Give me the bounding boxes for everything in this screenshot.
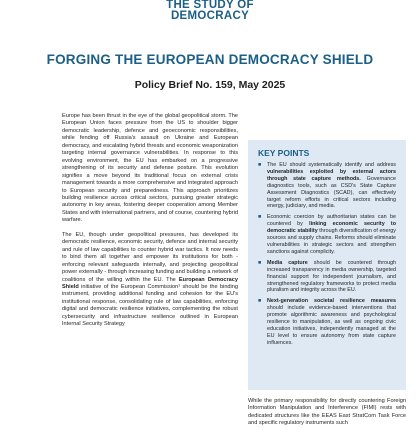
democracy-shield-term: European Democracy Shield — [62, 276, 239, 290]
logo-line-1: THE STUDY OF — [166, 0, 254, 11]
key-point-item: ■ Economic coercion by authoritarian states can be countered by linking economic security to democratic stability through diversification of energy sources and supply chains. Reforms should eliminate vulnerabilities in strategic sectors and strengthen sanctions against complicity. — [258, 214, 396, 255]
body-paragraph-1: Europe has been thrust in the eye of the global geopolitical storm. The European Union faces pressure from the US to shoulder bigger democratic leadership, defence and geoeconomic responsibilities, while fending off Russia's assault on Ukraine and European democracy, and escalating hybrid threats and economic weaponization targeting internal governance vulnerabilities. In response to this evolving environment, the EU has embarked on a progressive strengthening of its security and defense posture. This evolution signifies a move beyond its traditional focus on external crisis management towards a more comprehensive and integrated approach to European security and preparedness. This approach prioritizes building resilience across critical sectors, pursuing greater strategic autonomy in key areas, fostering deeper cooperation among Member States and with international partners, and of course, countering hybrid warfare. — [62, 113, 238, 224]
bullet-icon: ■ — [258, 162, 262, 168]
bullet-icon: ■ — [258, 298, 262, 305]
key-points-box — [248, 140, 406, 390]
logo-line-2: DEMOCRACY — [170, 10, 250, 22]
document-subtitle: Policy Brief No. 159, May 2025 — [134, 79, 286, 91]
key-points-list — [258, 162, 396, 347]
logo — [0, 0, 420, 22]
key-point-item: ■ Media capture should be countered through increased transparency in media ownership, targeted financial support for independent journalism, and strengthened regulatory frameworks to protect media pluralism and integrity across the EU. — [258, 259, 396, 294]
key-point-item: ■ Next-generation societal resilience measures should include evidence-based interventions that promote algorithmic awareness and psychological resilience to manipulation, as well as ongoing civic education initiatives, independently managed at the EU level to ensure autonomy from state capture influences. — [258, 298, 396, 346]
body-paragraph-2: The EU, though under geopolitical pressures, has developed its democratic resilience, economic security, defence and internal security and rule of law capabilities to counter hybrid war tactics. It now needs to bind them all together and empower its institutions for both - enforcing relevant safeguards internally, and projecting geopolitical power externally - through increasing funding and building a network of coalitions of the willing within the EU. The European Democracy Shield initiative of the European Commission¹ should be the binding instrument, providing additional funding and cohesion for the EU's institutional response, consolidating rule of law capabilities, enforcing digital and democratic resilience initiatives, complementing the robust cybersecurity and infrastructure resilience outlined in European Internal Security Strategy — [62, 231, 239, 328]
bullet-icon: ■ — [258, 259, 262, 266]
bullet-icon: ■ — [258, 214, 262, 221]
document-title: FORGING THE EUROPEAN DEMOCRACY SHIELD — [46, 52, 374, 67]
right-paragraph: While the primary responsibility for directly countering Foreign Information Manipulation and Interference (FIMI) rests with dedicated structures like the EEAS East StratCom Task Force and specific regulatory instruments such — [248, 398, 406, 427]
right-column-text — [248, 398, 406, 428]
key-points-heading: KEY POINTS — [258, 148, 310, 158]
main-text-column — [62, 113, 238, 336]
key-point-item: ■ The EU should systematically identify and address vulnerabilities exploited by external actors through state capture methods. Governance diagnostics tools, such as CSD's State Capture Assessment Diagnostics (SCAD), can effectively target reform efforts in critical sectors including energy, judiciary, and media. — [258, 162, 396, 210]
header-banner — [0, 0, 420, 34]
